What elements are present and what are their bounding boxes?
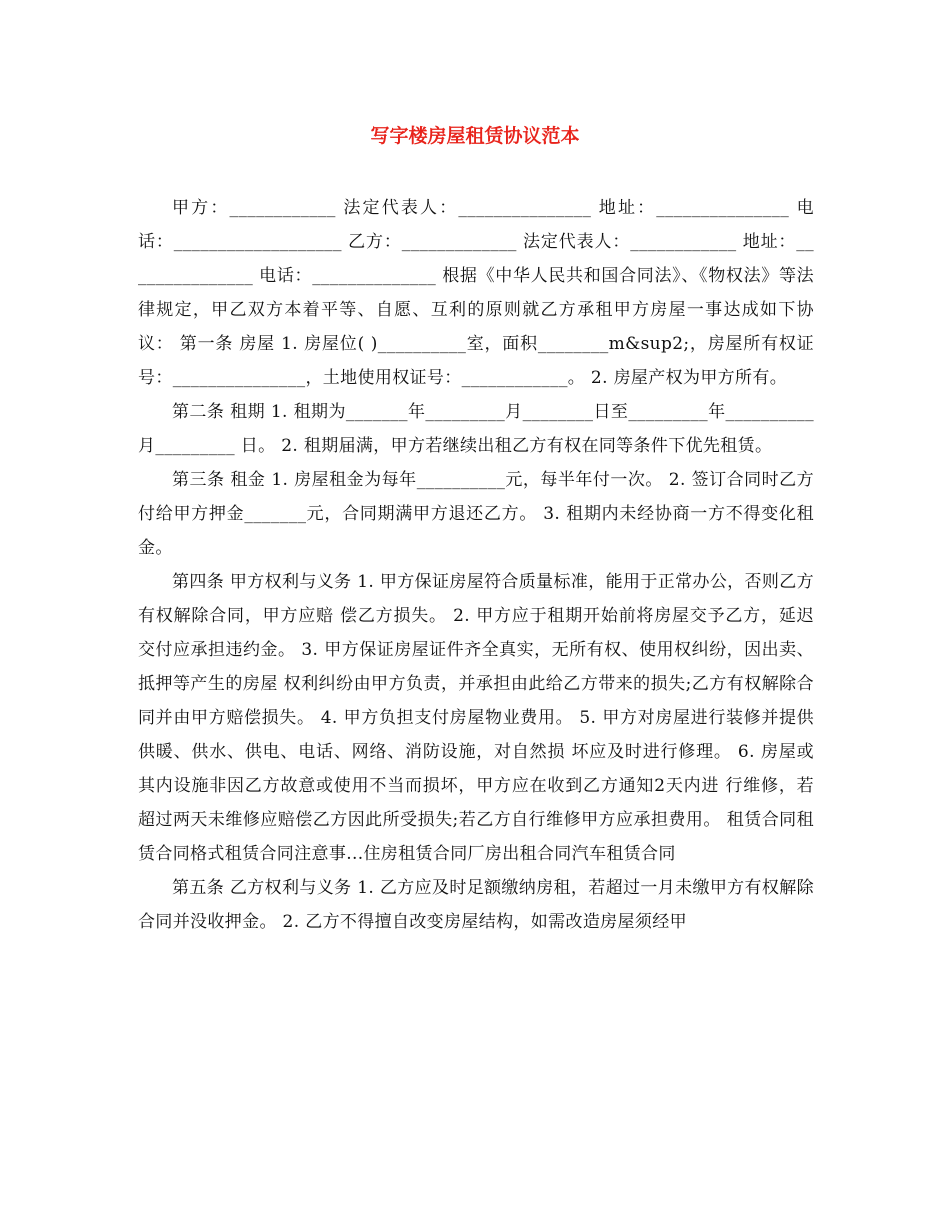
- paragraph-article-3-rent: 第三条 租金 1. 房屋租金为每年__________元，每半年付一次。 2. 签订合同时乙方付给甲方押金_______元，合同期满甲方退还乙方。 3. 租期内未经协商一方不得变化租金。: [138, 470, 814, 558]
- paragraph-parties-and-article-1: 甲方：____________ 法定代表人：_______________ 地址：_______________ 电话：___________________ 乙方：_____________ 法定代表人：____________ 地址：_______________ 电话：______________ 根据《中华人民共和国合同法》、《物权法》等法律规定，甲乙双方本着平等、自愿、互利的原则就乙方承租甲方房屋一事达成如下协议： 第一条 房屋 1. 房屋位( )__________室，面积________m&sup2;，房屋所有权证 号：_______________，土地使用权证号：____________。 2. 房屋产权为甲方所有。: [138, 198, 820, 388]
- contract-body: [138, 191, 820, 939]
- paragraph-article-4-party-a: 第四条 甲方权利与义务 1. 甲方保证房屋符合质量标准，能用于正常办公，否则乙方有权解除合同，甲方应赔 偿乙方损失。 2. 甲方应于租期开始前将房屋交予乙方，延迟交付应承担违约金。 3. 甲方保证房屋证件齐全真实，无所有权、使用权纠纷，因出卖、抵押等产生的房屋 权利纠纷由甲方负责，并承担由此给乙方带来的损失;乙方有权解除合同并由甲方赔偿损失。 4. 甲方负担支付房屋物业费用。 5. 甲方对房屋进行装修并提供供暖、供水、供电、电话、网络、消防设施，对自然损 坏应及时进行修理。 6. 房屋或其内设施非因乙方故意或使用不当而损坏，甲方应在收到乙方通知2天内进 行维修，若超过两天未维修应赔偿乙方因此所受损失;若乙方自行维修甲方应承担费用。 租赁合同租赁合同格式租赁合同注意事...住房租赁合同厂房出租合同汽车租赁合同: [138, 572, 814, 864]
- paragraph-article-2-term: 第二条 租期 1. 租期为_______年_________月________日至_________年__________月_________ 日。 2. 租期届满，甲方若继续出租乙方有权在同等条件下优先租赁。: [138, 402, 814, 456]
- document-title: 写字楼房屋租赁协议范本: [370, 125, 580, 147]
- paragraph-article-5-party-b: 第五条 乙方权利与义务 1. 乙方应及时足额缴纳房租，若超过一月未缴甲方有权解除合同并没收押金。 2. 乙方不得擅自改变房屋结构，如需改造房屋须经甲: [138, 878, 814, 932]
